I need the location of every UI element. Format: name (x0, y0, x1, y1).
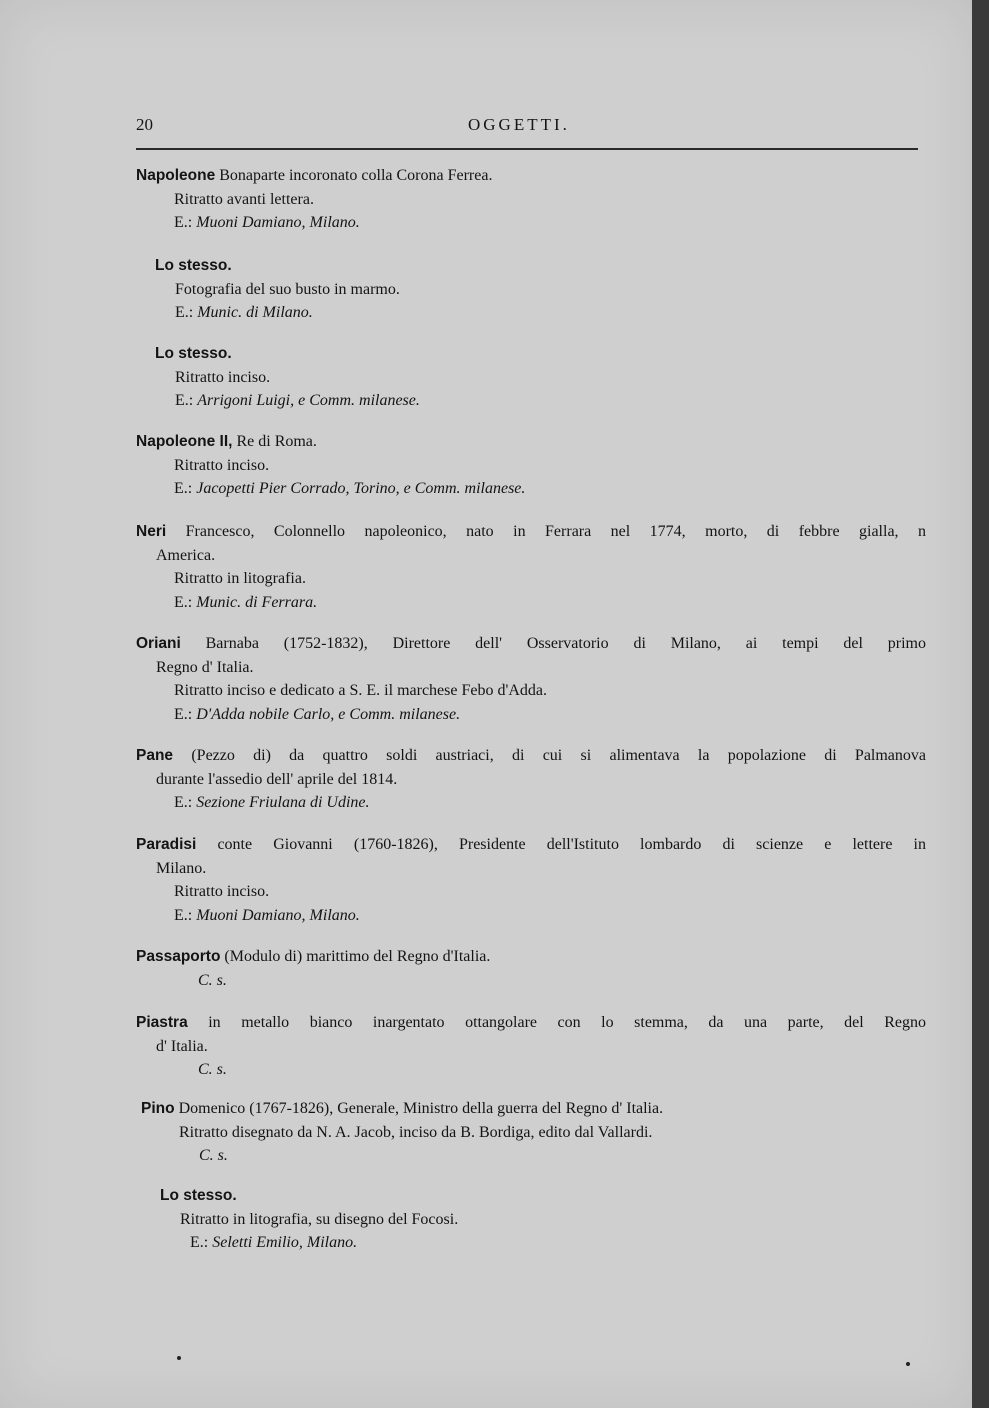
entry-exhibitor: E.: Arrigoni Luigi, e Comm. milanese. (175, 392, 420, 409)
entry-exhibitor: E.: D'Adda nobile Carlo, e Comm. milanese. (174, 705, 461, 723)
entry-term: Lo stesso. (160, 1187, 237, 1204)
entry-detail: Ritratto in litografia, su disegno del Focosi. (180, 1210, 459, 1228)
catalog-entry (136, 520, 926, 614)
entry-description: in metallo bianco inargentato ottangolare con lo stemma, da una parte, del Regno (208, 1014, 927, 1031)
catalog-entry (155, 342, 945, 413)
entry-term: Pane (136, 747, 174, 764)
entry-term: Napoleone (136, 167, 216, 184)
entry-term: Passaporto (136, 948, 221, 965)
entry-exhibitor: C. s. (198, 1061, 227, 1078)
page-edge (972, 0, 989, 1408)
page-header (136, 112, 918, 140)
entry-description-cont: d' Italia. (156, 1037, 208, 1055)
header-rule (136, 148, 918, 150)
entry-exhibitor: E.: Sezione Friulana di Udine. (174, 794, 370, 811)
entry-description: Barnaba (1752-1832), Direttore dell' Osservatorio di Milano, ai tempi del primo (205, 635, 926, 652)
entry-detail: Fotografia del suo busto in marmo. (175, 280, 400, 298)
entry-term: Lo stesso. (155, 345, 232, 362)
entry-description: Francesco, Colonnello napoleonico, nato in Ferrara nel 1774, morto, di febbre gialla, n (185, 523, 926, 540)
running-title: OGGETTI. (468, 115, 570, 134)
entry-term: Pino (141, 1100, 175, 1117)
entry-description: Bonaparte incoronato colla Corona Ferrea. (219, 167, 493, 184)
catalog-entry (136, 1011, 926, 1082)
catalog-entry (136, 632, 926, 726)
entry-term: Neri (136, 523, 167, 540)
entry-exhibitor: E.: Munic. di Ferrara. (174, 593, 318, 611)
entry-description: conte Giovanni (1760-1826), Presidente dell'Istituto lombardo di scienze e lettere in (217, 836, 927, 853)
entry-description: Domenico (1767-1826), Generale, Ministro della guerra del Regno d' Italia. (178, 1100, 664, 1117)
catalog-entry (136, 430, 926, 501)
catalog-entry (136, 833, 926, 927)
entry-description-cont: Regno d' Italia. (156, 658, 254, 676)
catalog-entry (136, 164, 926, 235)
entry-exhibitor: E.: Munic. di Milano. (175, 304, 313, 321)
entry-detail: Ritratto avanti lettera. (174, 190, 314, 208)
entry-description-cont: durante l'assedio dell' aprile del 1814. (156, 770, 398, 788)
entry-term: Lo stesso. (155, 257, 232, 274)
entry-detail: Ritratto inciso. (174, 883, 270, 900)
entry-description: Re di Roma. (236, 433, 317, 450)
entry-exhibitor: E.: Jacopetti Pier Corrado, Torino, e Comm. milanese. (174, 480, 526, 497)
entry-exhibitor: C. s. (199, 1147, 228, 1164)
catalog-entry (155, 254, 945, 325)
ink-speck (906, 1362, 910, 1366)
entry-term: Napoleone II, (136, 433, 233, 450)
entry-detail: Ritratto inciso e dedicato a S. E. il marchese Febo d'Adda. (174, 682, 548, 699)
entry-term: Paradisi (136, 836, 197, 853)
entry-detail: Ritratto inciso. (175, 368, 271, 386)
entry-description-cont: America. (156, 546, 216, 564)
catalog-entry (160, 1184, 950, 1255)
entry-exhibitor: C. s. (198, 971, 227, 989)
catalog-entry (136, 945, 926, 992)
entry-description: (Modulo di) marittimo del Regno d'Italia. (224, 948, 491, 965)
ink-speck (177, 1356, 181, 1360)
page-number: 20 (136, 115, 153, 134)
catalog-entry (136, 744, 926, 815)
entry-exhibitor: E.: Muoni Damiano, Milano. (174, 214, 360, 231)
entry-term: Oriani (136, 635, 181, 652)
entry-detail: Ritratto disegnato da N. A. Jacob, inciso da B. Bordiga, edito dal Vallardi. (179, 1123, 653, 1141)
entry-exhibitor: E.: Muoni Damiano, Milano. (174, 906, 360, 924)
catalog-entry (141, 1097, 931, 1168)
entry-exhibitor: E.: Seletti Emilio, Milano. (190, 1234, 358, 1251)
entry-description-cont: Milano. (156, 859, 207, 877)
entry-description: (Pezzo di) da quattro soldi austriaci, di cui si alimentava la popolazione di Palmanova (191, 747, 927, 764)
entry-term: Piastra (136, 1014, 188, 1031)
entry-detail: Ritratto in litografia. (174, 570, 306, 587)
entry-detail: Ritratto inciso. (174, 456, 270, 474)
